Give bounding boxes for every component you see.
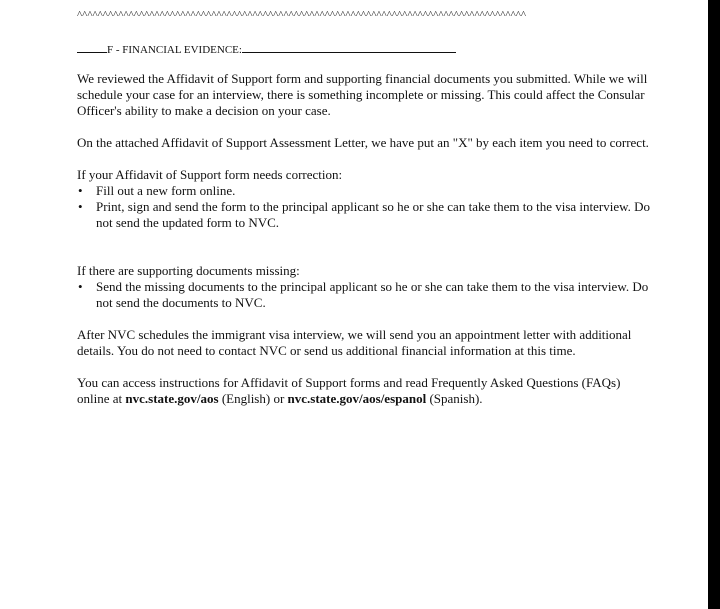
- list-item: [77, 199, 652, 231]
- bullet-icon: •: [78, 183, 83, 198]
- correction-list: [77, 183, 652, 231]
- link-english[interactable]: nvc.state.gov/aos: [125, 391, 219, 406]
- link-spanish[interactable]: nvc.state.gov/aos/espanol: [287, 391, 427, 406]
- after-paragraph: After NVC schedules the immigrant visa interview, we will send you an appointment letter with additional details. You do not need to contact NVC or send us additional financial information at this time.: [77, 327, 632, 358]
- list-item: [77, 279, 652, 311]
- bullet-icon: •: [78, 199, 83, 214]
- list-item: [77, 183, 652, 199]
- correction-heading: If your Affidavit of Support form needs correction:: [77, 167, 343, 182]
- caret-divider: ^^^^^^^^^^^^^^^^^^^^^^^^^^^^^^^^^^^^^^^^^^^^^^^^^^^^^^^^^^^^^^^^^^^^^^^^^^^^^^^^^^^^^^^: [77, 9, 527, 21]
- checkbox-blank: [77, 41, 107, 53]
- access-paragraph: [77, 375, 652, 407]
- english-label: (English) or: [218, 391, 288, 406]
- spanish-label: (Spanish).: [426, 391, 483, 406]
- access-text: You can access instructions for Affidavit of Support forms and read Frequently Asked Questions (FAQs) online at: [77, 375, 621, 406]
- section-label: F - FINANCIAL EVIDENCE:: [107, 44, 242, 56]
- attached-paragraph: On the attached Affidavit of Support Assessment Letter, we have put an "X" by each item you need to correct.: [77, 135, 649, 150]
- list-item-text: Send the missing documents to the principal applicant so he or she can take them to the visa interview. Do not send the documents to NVC.: [96, 279, 649, 310]
- section-heading: [77, 41, 456, 57]
- intro-paragraph: We reviewed the Affidavit of Support form and supporting financial documents you submitted. While we will schedule your case for an interview, there is something incomplete or missing. This could affect the Consular Officer's ability to make a decision on your case.: [77, 71, 648, 118]
- list-item-text: Fill out a new form online.: [96, 183, 236, 198]
- missing-list: [77, 279, 652, 311]
- section-blank-line: [242, 41, 456, 53]
- list-item-text: Print, sign and send the form to the principal applicant so he or she can take them to the visa interview. Do not send the updated form to NVC.: [96, 199, 651, 230]
- missing-heading: If there are supporting documents missing:: [77, 263, 300, 278]
- letter-body: [77, 71, 652, 423]
- bullet-icon: •: [78, 279, 83, 294]
